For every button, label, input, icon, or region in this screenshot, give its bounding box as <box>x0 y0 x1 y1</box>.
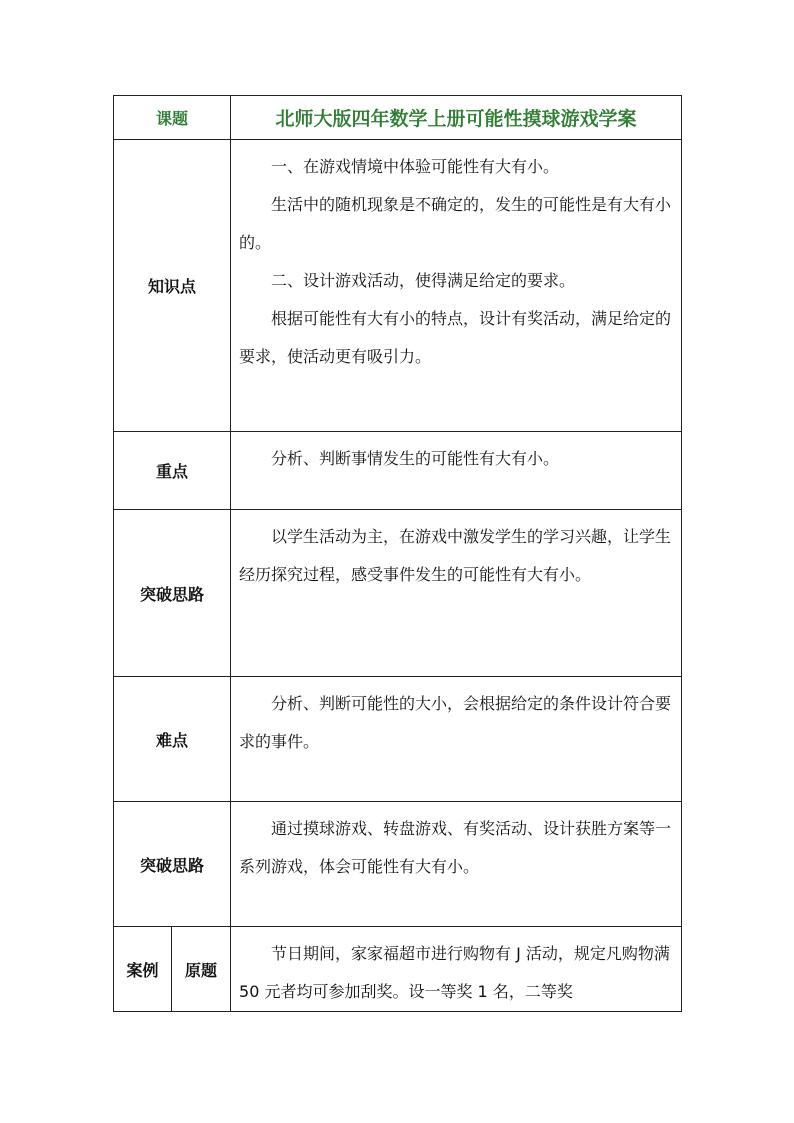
case-row <box>114 927 682 1012</box>
knowledge-para-1: 一、在游戏情境中体验可能性有大有小。 <box>271 157 560 176</box>
case-content <box>231 927 682 1012</box>
key-point-row <box>114 432 682 510</box>
key-point-label: 重点 <box>114 432 231 510</box>
topic-label: 课题 <box>114 96 231 140</box>
approach-row-2 <box>114 802 682 927</box>
case-label: 案例 <box>114 927 172 1012</box>
lesson-plan-table <box>113 95 682 1012</box>
knowledge-para-4: 根据可能性有大有小的特点，设计有奖活动，满足给定的要求，使活动更有吸引力。 <box>239 309 672 366</box>
difficulty-content <box>231 677 682 802</box>
knowledge-para-3: 二、设计游戏活动，使得满足给定的要求。 <box>271 271 576 290</box>
knowledge-para-2: 生活中的随机现象是不确定的，发生的可能性是有大有小的。 <box>239 195 672 252</box>
approach-row-1 <box>114 510 682 677</box>
approach-content-2 <box>231 802 682 927</box>
approach-content-1 <box>231 510 682 677</box>
header-row <box>114 96 682 140</box>
page-title: 北师大版四年数学上册可能性摸球游戏学案 <box>231 96 682 140</box>
case-para: 节日期间，家家福超市进行购物有 J 活动，规定凡购物满 50 元者均可参加刮奖。设一等奖 1 名，二等奖 <box>239 944 670 1001</box>
knowledge-content <box>231 140 682 432</box>
difficulty-para: 分析、判断可能性的大小，会根据给定的条件设计符合要求的事件。 <box>239 694 672 751</box>
approach-para-1: 以学生活动为主，在游戏中激发学生的学习兴趣，让学生经历探究过程，感受事件发生的可能性有大有小。 <box>239 527 672 584</box>
approach-label-2: 突破思路 <box>114 802 231 927</box>
approach-para-2: 通过摸球游戏、转盘游戏、有奖活动、设计获胜方案等一系列游戏，体会可能性有大有小。 <box>239 819 672 876</box>
knowledge-row <box>114 140 682 432</box>
difficulty-label: 难点 <box>114 677 231 802</box>
key-point-content <box>231 432 682 510</box>
approach-label-1: 突破思路 <box>114 510 231 677</box>
key-point-para: 分析、判断事情发生的可能性有大有小。 <box>271 449 560 468</box>
original-problem-label: 原题 <box>172 927 231 1012</box>
difficulty-row <box>114 677 682 802</box>
knowledge-label: 知识点 <box>114 140 231 432</box>
